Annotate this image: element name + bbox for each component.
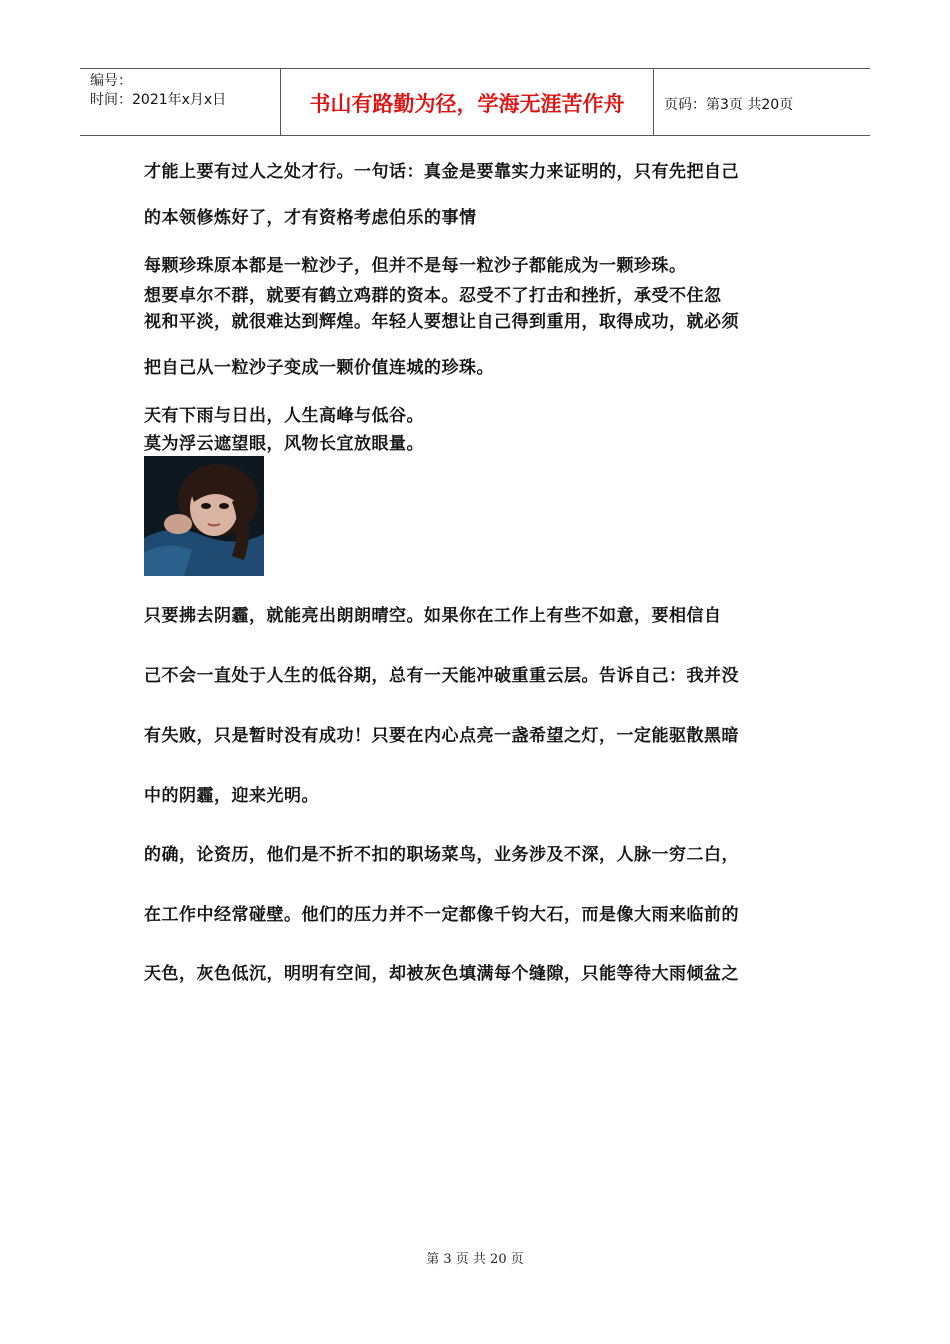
body-line: 视和平淡，就很难达到辉煌。年轻人要想让自己得到重用，取得成功，就必须: [144, 312, 739, 332]
header-page-cell: [654, 69, 870, 135]
body-line: 己不会一直处于人生的低谷期，总有一天能冲破重重云层。告诉自己：我并没: [144, 666, 739, 686]
body-line: 的本领修炼好了，才有资格考虑伯乐的事情: [144, 208, 477, 228]
body-line: 的确，论资历，他们是不折不扣的职场菜鸟，业务涉及不深，人脉一穷二白，: [144, 845, 739, 865]
body-line: 有失败，只是暂时没有成功！只要在内心点亮一盏希望之灯，一定能驱散黑暗: [144, 726, 739, 746]
document-number-label: 编号：: [90, 73, 132, 89]
body-line: 才能上要有过人之处才行。一句话：真金是要靠实力来证明的，只有先把自己: [144, 162, 739, 182]
body-line: 把自己从一粒沙子变成一颗价值连城的珍珠。: [144, 358, 494, 378]
header-meta-cell: [80, 69, 280, 135]
document-date-label: 时间：2021年x月x日: [90, 92, 227, 108]
motto-text: 书山有路勤为径，学海无涯苦作舟: [309, 91, 625, 116]
page-header: [80, 68, 870, 136]
poem-line: 莫为浮云遮望眼，风物长宜放眼量。: [144, 434, 424, 454]
page-code-label: 页码：第3页 共20页: [664, 97, 794, 113]
portrait-illustration: [144, 456, 264, 576]
body-line: 只要拂去阴霾，就能亮出朗朗晴空。如果你在工作上有些不如意，要相信自: [144, 606, 722, 626]
body-line: 想要卓尔不群，就要有鹤立鸡群的资本。忍受不了打击和挫折，承受不住忽: [144, 286, 722, 306]
poem-line: 天有下雨与日出，人生高峰与低谷。: [144, 406, 424, 426]
page-footer: 第 3 页 共 20 页: [426, 1252, 524, 1267]
portrait-photo: [144, 456, 264, 576]
body-line: 天色，灰色低沉，明明有空间，却被灰色填满每个缝隙，只能等待大雨倾盆之: [144, 964, 739, 984]
body-line: 每颗珍珠原本都是一粒沙子，但并不是每一粒沙子都能成为一颗珍珠。: [144, 256, 687, 276]
body-line: 中的阴霾，迎来光明。: [144, 786, 319, 806]
body-line: 在工作中经常碰壁。他们的压力并不一定都像千钧大石，而是像大雨来临前的: [144, 905, 739, 925]
header-motto-cell: [280, 69, 654, 135]
